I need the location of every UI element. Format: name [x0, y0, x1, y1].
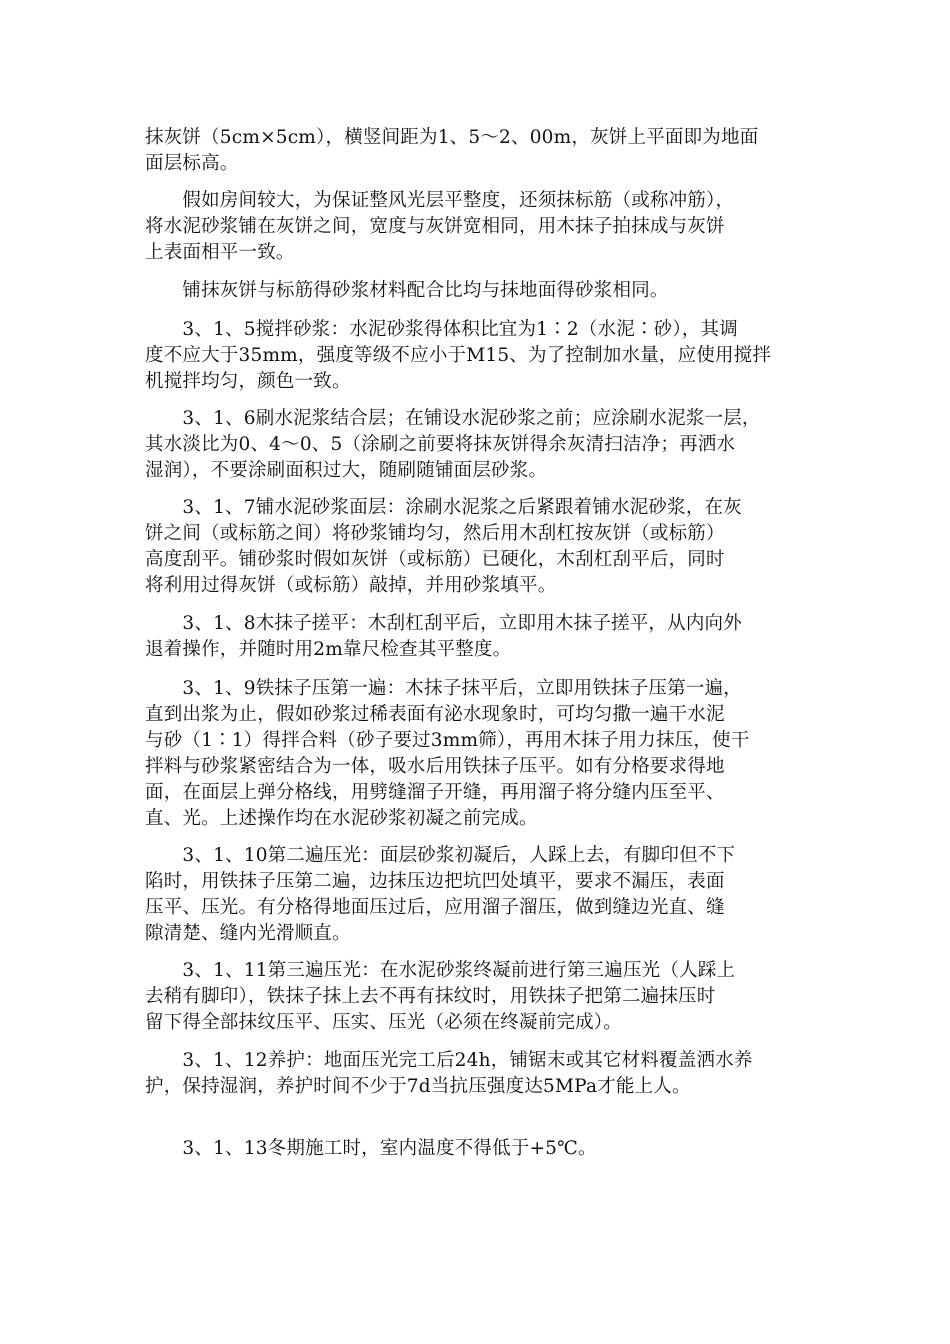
text-line: 铺抹灰饼与标筋得砂浆材料配合比均与抹地面得砂浆相同。	[145, 280, 669, 301]
text-line: 隙清楚、缝内光滑顺直。	[145, 923, 351, 944]
text-line: 3、1、8木抹子搓平：木刮杠刮平后，立即用木抹子搓平，从内向外	[145, 613, 742, 634]
text-line: 直到出浆为止，假如砂浆过稀表面有泌水现象时，可均匀撒一遍干水泥	[145, 704, 725, 725]
text-line: 3、1、10第二遍压光：面层砂浆初凝后，人踩上去，有脚印但不下	[145, 845, 736, 866]
text-line: 退着操作，并随时用2m靠尺检查其平整度。	[145, 639, 512, 660]
text-line: 与砂（1∶1）得拌合料（砂子要过3mm筛），再用木抹子用力抹压，使干	[145, 730, 750, 751]
text-line: 抹灰饼（5cm×5cm），横竖间距为1、5～2、00m，灰饼上平面即为地面	[145, 127, 759, 148]
text-line: 3、1、7铺水泥砂浆面层：涂刷水泥浆之后紧跟着铺水泥砂浆，在灰	[145, 497, 742, 518]
text-line: 假如房间较大，为保证整风光层平整度，还须抹标筋（或称冲筋），	[145, 190, 735, 211]
text-line: 机搅拌均匀，颜色一致。	[145, 371, 351, 392]
text-line: 高度刮平。铺砂浆时假如灰饼（或标筋）已硬化，木刮杠刮平后，同时	[145, 549, 725, 570]
paragraph-9	[145, 843, 817, 947]
text-line: 度不应大于35mm，强度等级不应小于M15、为了控制加水量，应使用搅拌	[145, 345, 772, 366]
paragraph-10	[145, 958, 817, 1036]
paragraph-4	[145, 317, 817, 395]
paragraph-12	[145, 1136, 817, 1162]
text-line: 饼之间（或标筋之间）将砂浆铺均匀，然后用木刮杠按灰饼（或标筋）	[145, 523, 725, 544]
text-line: 面层标高。	[145, 153, 239, 174]
paragraph-1	[145, 125, 817, 177]
text-line: 直、光。上述操作均在水泥砂浆初凝之前完成。	[145, 808, 538, 829]
text-line: 3、1、11第三遍压光：在水泥砂浆终凝前进行第三遍压光（人踩上	[145, 960, 736, 981]
paragraph-3	[145, 278, 817, 304]
text-line: 拌料与砂浆紧密结合为一体，吸水后用铁抹子压平。如有分格要求得地	[145, 756, 725, 777]
paragraph-11	[145, 1048, 817, 1100]
text-line: 湿润），不要涂刷面积过大，随刷随铺面层砂浆。	[145, 460, 548, 481]
text-line: 陷时，用铁抹子压第二遍，边抹压边把坑凹处填平，要求不漏压，表面	[145, 871, 725, 892]
text-line: 3、1、9铁抹子压第一遍：木抹子抹平后，立即用铁抹子压第一遍，	[145, 678, 742, 699]
paragraph-2	[145, 188, 817, 266]
text-line: 3、1、6刷水泥浆结合层；在铺设水泥砂浆之前；应涂刷水泥浆一层，	[145, 408, 761, 429]
text-line: 去稍有脚印），铁抹子抹上去不再有抹纹时，用铁抹子把第二遍抹压时	[145, 986, 716, 1007]
text-line: 3、1、13冬期施工时，室内温度不得低于+5℃。	[145, 1138, 597, 1159]
text-line: 留下得全部抹纹压平、压实、压光（必须在终凝前完成）。	[145, 1012, 622, 1033]
text-line: 将利用过得灰饼（或标筋）敲掉，并用砂浆填平。	[145, 575, 557, 596]
text-line: 护，保持湿润，养护时间不少于7d当抗压强度达5MPa才能上人。	[145, 1076, 691, 1097]
text-line: 压平、压光。有分格得地面压过后，应用溜子溜压，做到缝边光直、缝	[145, 897, 725, 918]
paragraph-7	[145, 611, 817, 663]
text-line: 面，在面层上弹分格线，用劈缝溜子开缝，再用溜子将分缝内压至平、	[145, 782, 725, 803]
text-line: 将水泥砂浆铺在灰饼之间，宽度与灰饼宽相同，用木抹子拍抹成与灰饼	[145, 216, 725, 237]
paragraph-8	[145, 676, 817, 832]
text-line: 3、1、5搅拌砂浆：水泥砂浆得体积比宜为1∶2（水泥∶砂），其调	[145, 319, 738, 340]
paragraph-5	[145, 406, 817, 484]
paragraph-6	[145, 495, 817, 599]
text-line: 3、1、12养护：地面压光完工后24h，铺锯末或其它材料覆盖洒水养	[145, 1050, 753, 1071]
text-line: 上表面相平一致。	[145, 242, 295, 263]
text-line: 其水淡比为0、4～0、5（涂刷之前要将抹灰饼得余灰清扫洁净；再洒水	[145, 434, 736, 455]
